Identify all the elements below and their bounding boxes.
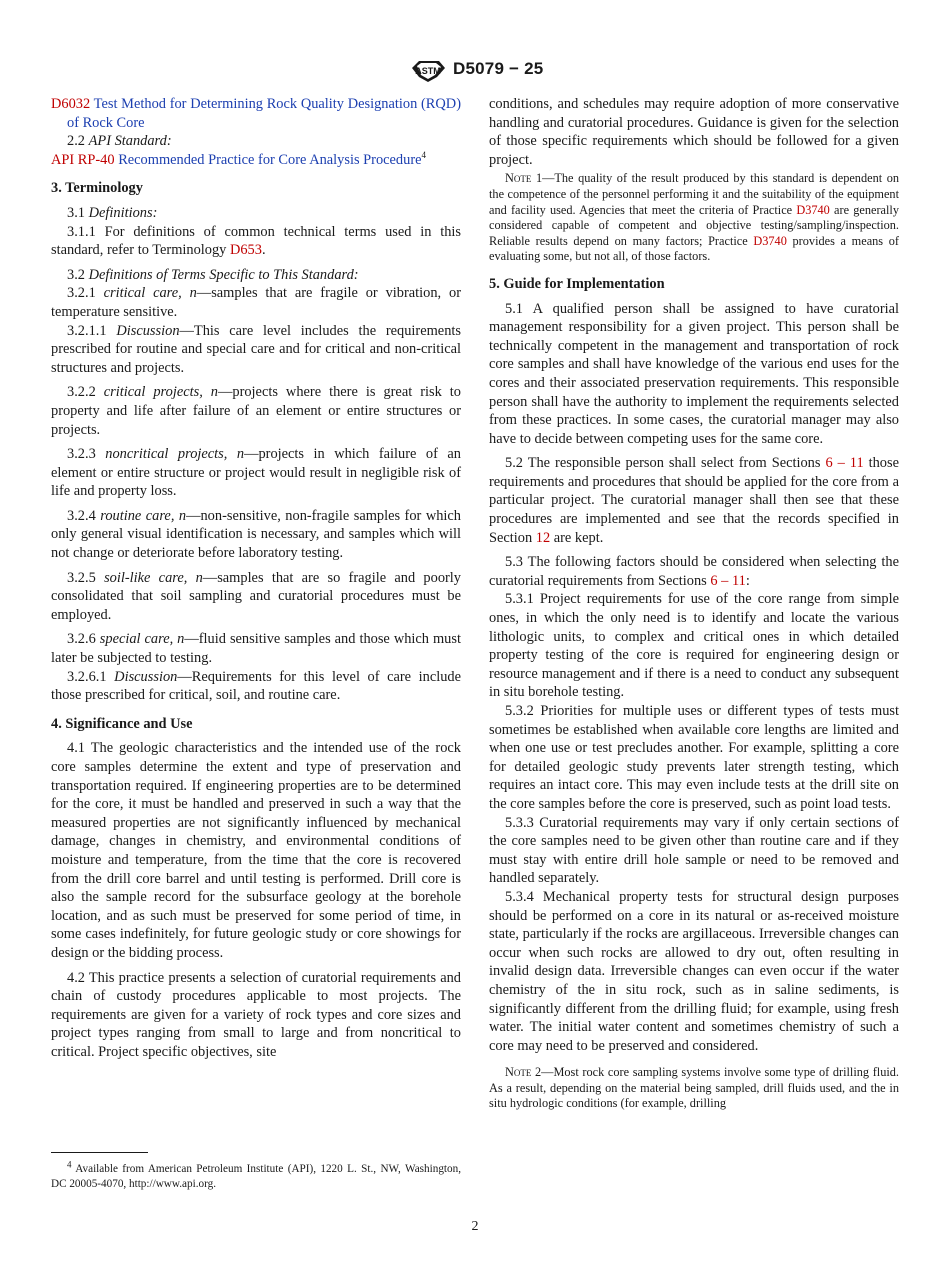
para-4-2-continued: conditions, and schedules may require adoption of more conservative handling and curatorial procedures. Guidance is given for the selection of those specific requirements which should be followed for a given project. <box>489 96 899 168</box>
para-3-2: 3.2 Definitions of Terms Specific to This Standard: <box>67 266 359 283</box>
para-3-2-1: 3.2.1 critical care, n—samples that are fragile or vibration, or temperature sensitive. <box>51 285 461 320</box>
reference-d6032 <box>51 95 461 132</box>
para-3-2-5: 3.2.5 soil-like care, n—samples that are so fragile and poorly consolidated that soil sampling and curatorial procedures must be employed. <box>51 569 461 623</box>
para-3-2-2: 3.2.2 critical projects, n—projects where there is great risk to property and life after failure of an element or entire structures or projects. <box>51 384 461 438</box>
reference-api-rp40 <box>51 151 461 170</box>
footnote-marker: 4 <box>421 149 426 160</box>
xref-sections-6-11-b[interactable]: 6 – 11 <box>710 572 746 589</box>
xref-section-12[interactable]: 12 <box>535 529 551 546</box>
api-standard-heading: 2.2 API Standard: <box>67 133 172 150</box>
section-4-title: 4. Significance and Use <box>51 715 193 732</box>
reference-code-d6032[interactable]: D6032 <box>51 96 91 112</box>
para-3-1: 3.1 Definitions: <box>67 204 158 221</box>
footnote-divider <box>51 1152 148 1153</box>
note-2: Note 2—Most rock core sampling systems involve some type of drilling fluid. As a result, depending on the material being sampled, drill fluids used, and the in situ hydrologic conditions (for example, drilling <box>489 1065 899 1111</box>
para-5-1: 5.1 A qualified person shall be assigned to have curatorial management responsibility for a given project. This person shall be technically competent in the management and transportation of rock core samples and shall have knowledge of the various end uses for the cores and their associated preservation requirements. This responsible person shall have the authority to implement the requirements selected from these practices. In some cases, the curatorial manager may also have to decide between competing uses for the same core. <box>489 300 899 447</box>
para-5-3-3: 5.3.3 Curatorial requirements may vary if only certain sections of the core samples need to be given other than routine care and if they must stay with entire drill hole sample or need to be removed and handled separately. <box>489 814 899 887</box>
para-3-2-6: 3.2.6 special care, n—fluid sensitive samples and those which must later be subjected to testing. <box>51 631 461 667</box>
xref-d3740-a[interactable]: D3740 <box>796 202 830 217</box>
document-id: D5079 − 25 <box>453 59 544 78</box>
xref-d3740-b[interactable]: D3740 <box>753 233 787 248</box>
page-number: 2 <box>471 1219 479 1234</box>
section-3-title: 3. Terminology <box>51 180 143 197</box>
para-3-2-3: 3.2.3 noncritical projects, n—projects in which failure of an element or entire structure or project would result in negligible risk of life and property loss. <box>51 446 461 500</box>
para-3-2-1-1: 3.2.1.1 Discussion—This care level includes the requirements prescribed for routine and special care and for critical and non-critical structures and projects. <box>51 322 461 376</box>
astm-logo-icon <box>409 57 447 88</box>
section-5-title: 5. Guide for Implementation <box>489 275 665 292</box>
right-column <box>489 95 899 1112</box>
left-column <box>51 95 461 1062</box>
para-5-3-4: 5.3.4 Mechanical property tests for structural design purposes should be performed on a core in its natural or as-received moisture state, particularly if the rocks are argillaceous. Irreversible changes can occur when such rocks are allowed to dry out, often resulting in invalid design data. Irreversible changes can even occur if the water chemistry of the in situ rock, such as in saline sediments, is significantly different from the drilling fluid; for example, using fresh water. The initial water content and sometimes chemistry of such a core may need to be preserved and considered. <box>489 888 899 1054</box>
para-5-3-2: 5.3.2 Priorities for multiple uses or different types of tests must sometimes be established when available core lengths are limited and when one use or test precludes another. For example, splitting a core for detailed geologic study prevents later strength testing, which requires an intact core. This may even include tests at the drill site on the core samples before the core is preserved, such as point load tests. <box>489 703 899 812</box>
para-5-2: 5.2 The responsible person shall select from Sections 6 – 11 those requirements and procedures that should be applied for the core from a particular project. The curatorial manager shall then see that these procedures are implemented and see that the records specified in Section 12 are kept. <box>489 455 899 546</box>
para-4-2: 4.2 This practice presents a selection of curatorial requirements and chain of custody procedures applicable to most projects. The requirements are given for a variety of rock types and core sizes and project types ranging from small to large and from noncritical to critical. Project specific objectives, site <box>51 969 461 1060</box>
logo-text: ASTM <box>415 66 441 76</box>
reference-code-api[interactable]: API RP-40 <box>51 151 115 168</box>
para-3-1-1: 3.1.1 For definitions of common technical terms used in this standard, refer to Terminology D653. <box>51 223 461 259</box>
para-4-1: 4.1 The geologic characteristics and the intended use of the rock core samples determine the extent and type of preservation and transportation required. If engineering properties are to be determined for the core, it must be handled and preserved in such a way that the measured properties are not significantly influenced by mechanical damage, changes in chemistry, and environmental conditions of moisture and temperature, from the time that the core is recovered from the drill core barrel and until testing is performed. Drill core is also the sample record for the subsurface geology at the borehole location, and as such must be preserved for some period of time, in some cases indefinitely, for future geologic study or core showings for design or the bidding process. <box>51 740 461 961</box>
reference-title-api[interactable]: Recommended Practice for Core Analysis Procedure <box>118 151 422 168</box>
footnote-4: $^4$ Available from American Petroleum Institute (API), 1220 L. St., NW, Washington, DC 20005-4070, http://www.api.org. <box>51 1159 461 1190</box>
xref-sections-6-11[interactable]: 6 – 11 <box>825 455 864 472</box>
para-5-3: 5.3 The following factors should be considered when selecting the curatorial requirements from Sections 6 – 11: <box>489 554 899 589</box>
para-5-3-1: 5.3.1 Project requirements for use of the core range from simple ones, in which the only need is to identify and locate the various lithologic units, to complex and critical ones in which detailed property testing of the core is required for engineering design or resource management and if there is a need to conduct any subsequent in situ borehole testing. <box>489 591 899 701</box>
reference-title-d6032[interactable]: Test Method for Determining Rock Quality Designation (RQD) of Rock Core <box>67 96 461 131</box>
para-3-2-4: 3.2.4 routine care, n—non-sensitive, non-fragile samples for which only general visual identification is necessary, and samples which will not change or deteriorate before laboratory testing. <box>51 507 461 562</box>
page-header <box>0 57 950 83</box>
xref-d653[interactable]: D653 <box>229 242 262 259</box>
para-3-2-6-1: 3.2.6.1 Discussion—Requirements for this level of care include those prescribed for critical, soil, and routine care. <box>51 668 461 704</box>
note-1: Note 1—The quality of the result produced by this standard is dependent on the competence of the personnel performing it and the suitability of the equipment and facility used. Agencies that meet the criteria of Practice D3740 are generally considered capable of competent and objective testing/sampling/inspection. Reliable results depend on many factors; Practice D3740 provides a means of evaluating some, but not all, of those factors. <box>489 171 900 264</box>
